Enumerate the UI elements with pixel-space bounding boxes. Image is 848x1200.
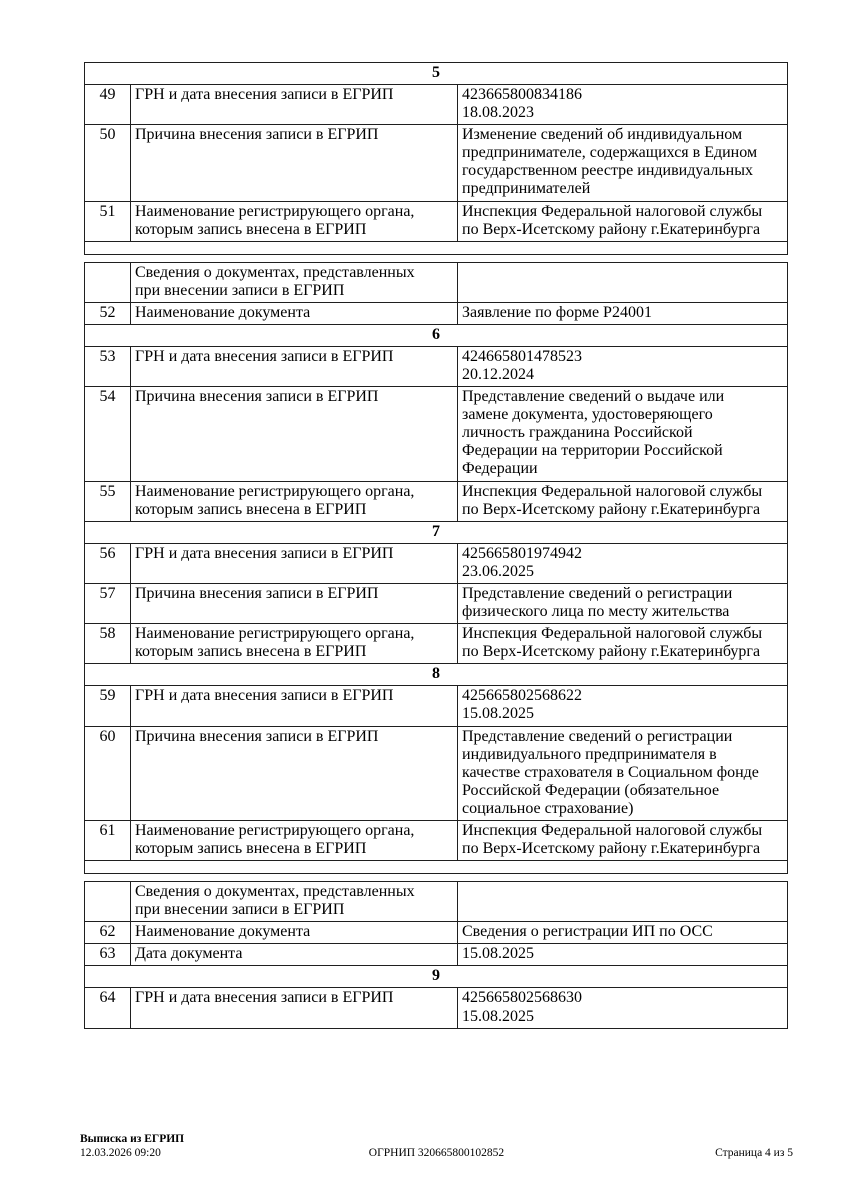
table-row	[85, 387, 788, 481]
row-value-cell	[458, 387, 788, 481]
table-row	[85, 726, 788, 820]
row-label-cell	[131, 262, 458, 302]
value-line: Представление сведений о регистрации	[462, 727, 733, 745]
spacer-row	[85, 241, 788, 254]
label-line: ГРН и дата внесения записи в ЕГРИП	[135, 86, 394, 104]
row-value-cell	[458, 262, 788, 302]
value-line: индивидуального предпринимателя в	[462, 745, 717, 763]
value-line: Изменение сведений об индивидуальном	[462, 126, 743, 144]
row-number-cell: 58	[85, 624, 131, 664]
label-line: которым запись внесена в ЕГРИП	[135, 839, 367, 857]
record-block	[84, 881, 788, 1029]
row-label-cell	[131, 201, 458, 241]
footer-ogrnip: ОГРНИП 320665800102852	[368, 1147, 505, 1159]
row-value-cell	[458, 583, 788, 623]
section-row	[85, 521, 788, 543]
label-line: ГРН и дата внесения записи в ЕГРИП	[135, 989, 394, 1007]
table-row	[85, 624, 788, 664]
value-line: качестве страхователя в Социальном фонде	[462, 763, 759, 781]
value-line: Заявление по форме Р24001	[462, 303, 652, 321]
row-value-cell	[458, 481, 788, 521]
label-line: Сведения о документах, представленных	[135, 263, 415, 281]
row-value-cell	[458, 820, 788, 860]
value-line: по Верх-Исетскому району г.Екатеринбурга	[462, 643, 761, 661]
value-line: 425665802568630	[462, 989, 582, 1007]
value-line: Инспекция Федеральной налоговой службы	[462, 202, 763, 220]
value-line: Федерации на территории Российской	[462, 442, 723, 460]
table-row	[85, 922, 788, 944]
value-line: 423665800834186	[462, 86, 582, 104]
subheader-row	[85, 262, 788, 302]
table-row	[85, 85, 788, 125]
table-row	[85, 125, 788, 201]
block-spacer	[85, 241, 788, 254]
footer-doc-title: Выписка из ЕГРИП	[80, 1133, 185, 1145]
table-row	[85, 481, 788, 521]
row-label-cell	[131, 387, 458, 481]
value-line: 15.08.2025	[462, 705, 534, 723]
value-line: по Верх-Исетскому району г.Екатеринбурга	[462, 220, 761, 238]
row-value-cell	[458, 686, 788, 726]
value-line: по Верх-Исетскому району г.Екатеринбурга	[462, 500, 761, 518]
row-number-cell: 59	[85, 686, 131, 726]
value-line: 20.12.2024	[462, 366, 534, 384]
label-line: при внесении записи в ЕГРИП	[135, 901, 345, 919]
value-line: Сведения о регистрации ИП по ОСС	[462, 923, 713, 941]
value-line: Представление сведений о выдаче или	[462, 388, 725, 406]
row-label-cell	[131, 820, 458, 860]
section-row	[85, 966, 788, 988]
label-line: Дата документа	[135, 945, 243, 963]
row-label-cell	[131, 882, 458, 922]
row-value-cell	[458, 624, 788, 664]
label-line: ГРН и дата внесения записи в ЕГРИП	[135, 348, 394, 366]
value-line: 424665801478523	[462, 348, 582, 366]
table-row	[85, 543, 788, 583]
label-line: Причина внесения записи в ЕГРИП	[135, 727, 379, 745]
table-row	[85, 302, 788, 324]
label-line: Причина внесения записи в ЕГРИП	[135, 126, 379, 144]
row-value-cell	[458, 125, 788, 201]
section-number: 7	[85, 521, 788, 543]
row-number-cell: 52	[85, 302, 131, 324]
value-line: личность гражданина Российской	[462, 424, 693, 442]
section-number: 5	[85, 63, 788, 85]
label-line: которым запись внесена в ЕГРИП	[135, 643, 367, 661]
row-label-cell	[131, 922, 458, 944]
value-line: Представление сведений о регистрации	[462, 584, 733, 602]
table-row	[85, 820, 788, 860]
section-row	[85, 324, 788, 346]
table-row	[85, 944, 788, 966]
value-line: 15.08.2025	[462, 1007, 534, 1025]
value-line: Инспекция Федеральной налоговой службы	[462, 821, 763, 839]
block-spacer	[85, 861, 788, 874]
row-value-cell	[458, 944, 788, 966]
row-number-cell: 55	[85, 481, 131, 521]
record-block	[84, 62, 788, 255]
row-number-cell: 54	[85, 387, 131, 481]
row-value-cell	[458, 922, 788, 944]
row-number-cell: 60	[85, 726, 131, 820]
label-line: Наименование документа	[135, 923, 311, 941]
row-label-cell	[131, 583, 458, 623]
row-label-cell	[131, 302, 458, 324]
label-line: Наименование регистрирующего органа,	[135, 821, 415, 839]
row-number-cell: 49	[85, 85, 131, 125]
row-number-cell	[85, 882, 131, 922]
value-line: по Верх-Исетскому району г.Екатеринбурга	[462, 839, 761, 857]
row-label-cell	[131, 481, 458, 521]
section-number: 8	[85, 664, 788, 686]
table-row	[85, 686, 788, 726]
egrip-extract-table-area	[84, 62, 788, 1029]
spacer-row	[85, 861, 788, 874]
row-number-cell	[85, 262, 131, 302]
row-number-cell: 50	[85, 125, 131, 201]
row-value-cell	[458, 302, 788, 324]
label-line: которым запись внесена в ЕГРИП	[135, 500, 367, 518]
value-line: 15.08.2025	[462, 945, 534, 963]
row-number-cell: 51	[85, 201, 131, 241]
value-line: 425665802568622	[462, 687, 582, 705]
row-number-cell: 61	[85, 820, 131, 860]
label-line: Наименование документа	[135, 303, 311, 321]
row-label-cell	[131, 125, 458, 201]
value-line: 425665801974942	[462, 544, 582, 562]
label-line: ГРН и дата внесения записи в ЕГРИП	[135, 544, 394, 562]
row-number-cell: 63	[85, 944, 131, 966]
table-row	[85, 988, 788, 1028]
row-value-cell	[458, 347, 788, 387]
row-label-cell	[131, 944, 458, 966]
row-number-cell: 57	[85, 583, 131, 623]
label-line: Наименование регистрирующего органа,	[135, 202, 415, 220]
value-line: 23.06.2025	[462, 562, 534, 580]
table-row	[85, 583, 788, 623]
row-label-cell	[131, 347, 458, 387]
section-number: 6	[85, 324, 788, 346]
value-line: предпринимателе, содержащихся в Едином	[462, 144, 758, 162]
row-label-cell	[131, 726, 458, 820]
value-line: государственном реестре индивидуальных	[462, 162, 753, 180]
label-line: которым запись внесена в ЕГРИП	[135, 220, 367, 238]
value-line: Инспекция Федеральной налоговой службы	[462, 482, 763, 500]
row-value-cell	[458, 882, 788, 922]
value-line: физического лица по месту жительства	[462, 603, 730, 621]
row-value-cell	[458, 988, 788, 1028]
value-line: 18.08.2023	[462, 104, 534, 122]
label-line: Наименование регистрирующего органа,	[135, 625, 415, 643]
row-label-cell	[131, 686, 458, 726]
row-number-cell: 64	[85, 988, 131, 1028]
row-label-cell	[131, 624, 458, 664]
section-number: 9	[85, 966, 788, 988]
label-line: Сведения о документах, представленных	[135, 883, 415, 901]
label-line: Наименование регистрирующего органа,	[135, 482, 415, 500]
label-line: ГРН и дата внесения записи в ЕГРИП	[135, 687, 394, 705]
row-value-cell	[458, 543, 788, 583]
section-row	[85, 63, 788, 85]
table-row	[85, 201, 788, 241]
row-number-cell: 62	[85, 922, 131, 944]
value-line: Российской Федерации (обязательное	[462, 781, 720, 799]
row-label-cell	[131, 85, 458, 125]
value-line: предпринимателей	[462, 180, 591, 198]
label-line: Причина внесения записи в ЕГРИП	[135, 584, 379, 602]
row-number-cell: 53	[85, 347, 131, 387]
table-row	[85, 347, 788, 387]
row-label-cell	[131, 543, 458, 583]
value-line: Федерации	[462, 460, 538, 478]
row-value-cell	[458, 85, 788, 125]
row-value-cell	[458, 201, 788, 241]
subheader-row	[85, 882, 788, 922]
value-line: замене документа, удостоверяющего	[462, 406, 713, 424]
label-line: Причина внесения записи в ЕГРИП	[135, 388, 379, 406]
row-number-cell: 56	[85, 543, 131, 583]
footer-datetime: 12.03.2026 09:20	[80, 1147, 161, 1160]
label-line: при внесении записи в ЕГРИП	[135, 281, 345, 299]
row-value-cell	[458, 726, 788, 820]
footer-page-number: Страница 4 из 5	[715, 1147, 793, 1159]
value-line: Инспекция Федеральной налоговой службы	[462, 625, 763, 643]
value-line: социальное страхование)	[462, 799, 634, 817]
record-block	[84, 262, 788, 874]
section-row	[85, 664, 788, 686]
row-label-cell	[131, 988, 458, 1028]
